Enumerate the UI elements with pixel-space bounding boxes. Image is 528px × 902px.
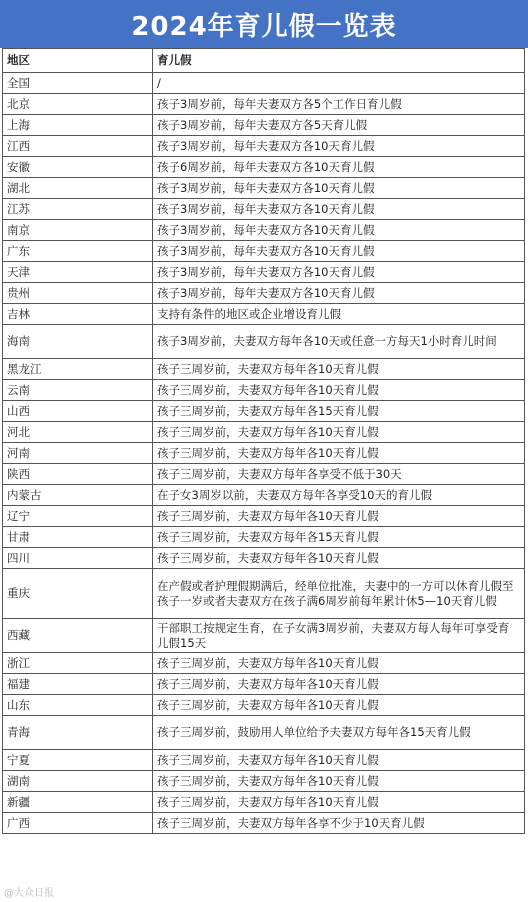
region-cell: 云南 bbox=[3, 380, 153, 401]
header-leave: 育儿假 bbox=[153, 49, 525, 73]
table-row bbox=[3, 674, 525, 695]
leave-cell: 孩子三周岁前，夫妻双方每年各10天育儿假 bbox=[153, 674, 525, 695]
leave-cell: 干部职工按规定生育，在子女满3周岁前，夫妻双方每人每年可享受育儿假15天 bbox=[153, 619, 525, 653]
leave-cell: 支持有条件的地区或企业增设育儿假 bbox=[153, 304, 525, 325]
region-cell: 河北 bbox=[3, 422, 153, 443]
region-cell: 江西 bbox=[3, 136, 153, 157]
watermark: @大众日报 bbox=[4, 888, 54, 899]
table-row bbox=[3, 115, 525, 136]
leave-cell: 孩子三周岁前，夫妻双方每年各10天育儿假 bbox=[153, 750, 525, 771]
leave-cell: 孩子三周岁前，夫妻双方每年各10天育儿假 bbox=[153, 506, 525, 527]
region-cell: 江苏 bbox=[3, 199, 153, 220]
leave-cell: 孩子3周岁前，每年夫妻双方各10天育儿假 bbox=[153, 241, 525, 262]
leave-cell: 孩子三周岁前，夫妻双方每年各15天育儿假 bbox=[153, 527, 525, 548]
leave-cell: 孩子6周岁前，每年夫妻双方各10天育儿假 bbox=[153, 157, 525, 178]
table-row bbox=[3, 304, 525, 325]
leave-cell: 孩子三周岁前，夫妻双方每年各10天育儿假 bbox=[153, 548, 525, 569]
table-row bbox=[3, 506, 525, 527]
header-region: 地区 bbox=[3, 49, 153, 73]
region-cell: 山东 bbox=[3, 695, 153, 716]
region-cell: 四川 bbox=[3, 548, 153, 569]
region-cell: 新疆 bbox=[3, 792, 153, 813]
region-cell: 安徽 bbox=[3, 157, 153, 178]
region-cell: 广西 bbox=[3, 813, 153, 834]
table-header-row bbox=[3, 49, 525, 73]
table-row bbox=[3, 619, 525, 653]
region-cell: 南京 bbox=[3, 220, 153, 241]
table-row bbox=[3, 178, 525, 199]
leave-cell: 孩子三周岁前，夫妻双方每年各10天育儿假 bbox=[153, 380, 525, 401]
leave-cell: / bbox=[153, 73, 525, 94]
table-row bbox=[3, 485, 525, 506]
table-row bbox=[3, 443, 525, 464]
table-title: 2024年育儿假一览表 bbox=[0, 0, 528, 48]
region-cell: 福建 bbox=[3, 674, 153, 695]
leave-cell: 孩子3周岁前，每年夫妻双方各10天育儿假 bbox=[153, 178, 525, 199]
table-row bbox=[3, 716, 525, 750]
region-cell: 北京 bbox=[3, 94, 153, 115]
table-row bbox=[3, 653, 525, 674]
region-cell: 湖北 bbox=[3, 178, 153, 199]
leave-cell: 孩子三周岁前，夫妻双方每年各享受不低于30天 bbox=[153, 464, 525, 485]
leave-cell: 孩子三周岁前，夫妻双方每年各10天育儿假 bbox=[153, 422, 525, 443]
leave-cell: 孩子三周岁前，夫妻双方每年各享不少于10天育儿假 bbox=[153, 813, 525, 834]
table-row bbox=[3, 813, 525, 834]
leave-cell: 孩子三周岁前，夫妻双方每年各15天育儿假 bbox=[153, 401, 525, 422]
table-row bbox=[3, 569, 525, 619]
leave-cell: 孩子三周岁前，夫妻双方每年各10天育儿假 bbox=[153, 653, 525, 674]
table-row bbox=[3, 359, 525, 380]
leave-cell: 孩子三周岁前，夫妻双方每年各10天育儿假 bbox=[153, 695, 525, 716]
region-cell: 湖南 bbox=[3, 771, 153, 792]
table-row bbox=[3, 73, 525, 94]
region-cell: 贵州 bbox=[3, 283, 153, 304]
table-row bbox=[3, 750, 525, 771]
table-row bbox=[3, 771, 525, 792]
region-cell: 吉林 bbox=[3, 304, 153, 325]
table-row bbox=[3, 199, 525, 220]
table-body bbox=[3, 49, 525, 834]
leave-cell: 孩子3周岁前，每年夫妻双方各5个工作日育儿假 bbox=[153, 94, 525, 115]
region-cell: 甘肃 bbox=[3, 527, 153, 548]
parental-leave-table bbox=[2, 48, 525, 834]
region-cell: 天津 bbox=[3, 262, 153, 283]
table-row bbox=[3, 548, 525, 569]
table-row bbox=[3, 422, 525, 443]
region-cell: 河南 bbox=[3, 443, 153, 464]
leave-cell: 孩子3周岁前，每年夫妻双方各10天育儿假 bbox=[153, 262, 525, 283]
leave-cell: 孩子3周岁前，每年夫妻双方各10天育儿假 bbox=[153, 220, 525, 241]
leave-cell: 在产假或者护理假期满后，经单位批准，夫妻中的一方可以休育儿假至孩子一岁或者夫妻双方在孩子满6周岁前每年累计休5—10天育儿假 bbox=[153, 569, 525, 619]
table-row bbox=[3, 136, 525, 157]
table-row bbox=[3, 262, 525, 283]
leave-cell: 孩子三周岁前，夫妻双方每年各10天育儿假 bbox=[153, 443, 525, 464]
leave-cell: 在子女3周岁以前，夫妻双方每年各享受10天的育儿假 bbox=[153, 485, 525, 506]
region-cell: 宁夏 bbox=[3, 750, 153, 771]
leave-cell: 孩子3周岁前，夫妻双方每年各10天或任意一方每天1小时育儿时间 bbox=[153, 325, 525, 359]
region-cell: 青海 bbox=[3, 716, 153, 750]
table-row bbox=[3, 241, 525, 262]
region-cell: 辽宁 bbox=[3, 506, 153, 527]
table-row bbox=[3, 792, 525, 813]
leave-cell: 孩子三周岁前，夫妻双方每年各10天育儿假 bbox=[153, 771, 525, 792]
region-cell: 黑龙江 bbox=[3, 359, 153, 380]
region-cell: 上海 bbox=[3, 115, 153, 136]
region-cell: 全国 bbox=[3, 73, 153, 94]
table-row bbox=[3, 94, 525, 115]
region-cell: 内蒙古 bbox=[3, 485, 153, 506]
table-row bbox=[3, 283, 525, 304]
leave-cell: 孩子三周岁前，夫妻双方每年各10天育儿假 bbox=[153, 792, 525, 813]
leave-cell: 孩子3周岁前，每年夫妻双方各5天育儿假 bbox=[153, 115, 525, 136]
table-row bbox=[3, 157, 525, 178]
region-cell: 浙江 bbox=[3, 653, 153, 674]
table-row bbox=[3, 401, 525, 422]
region-cell: 山西 bbox=[3, 401, 153, 422]
leave-cell: 孩子三周岁前，鼓励用人单位给予夫妻双方每年各15天育儿假 bbox=[153, 716, 525, 750]
leave-cell: 孩子3周岁前，每年夫妻双方各10天育儿假 bbox=[153, 199, 525, 220]
region-cell: 广东 bbox=[3, 241, 153, 262]
table-row bbox=[3, 325, 525, 359]
region-cell: 海南 bbox=[3, 325, 153, 359]
table-row bbox=[3, 695, 525, 716]
table-row bbox=[3, 464, 525, 485]
leave-cell: 孩子3周岁前，每年夫妻双方各10天育儿假 bbox=[153, 136, 525, 157]
leave-cell: 孩子三周岁前，夫妻双方每年各10天育儿假 bbox=[153, 359, 525, 380]
table-row bbox=[3, 527, 525, 548]
table-row bbox=[3, 220, 525, 241]
leave-cell: 孩子3周岁前，每年夫妻双方各10天育儿假 bbox=[153, 283, 525, 304]
table-row bbox=[3, 380, 525, 401]
region-cell: 重庆 bbox=[3, 569, 153, 619]
region-cell: 西藏 bbox=[3, 619, 153, 653]
region-cell: 陕西 bbox=[3, 464, 153, 485]
